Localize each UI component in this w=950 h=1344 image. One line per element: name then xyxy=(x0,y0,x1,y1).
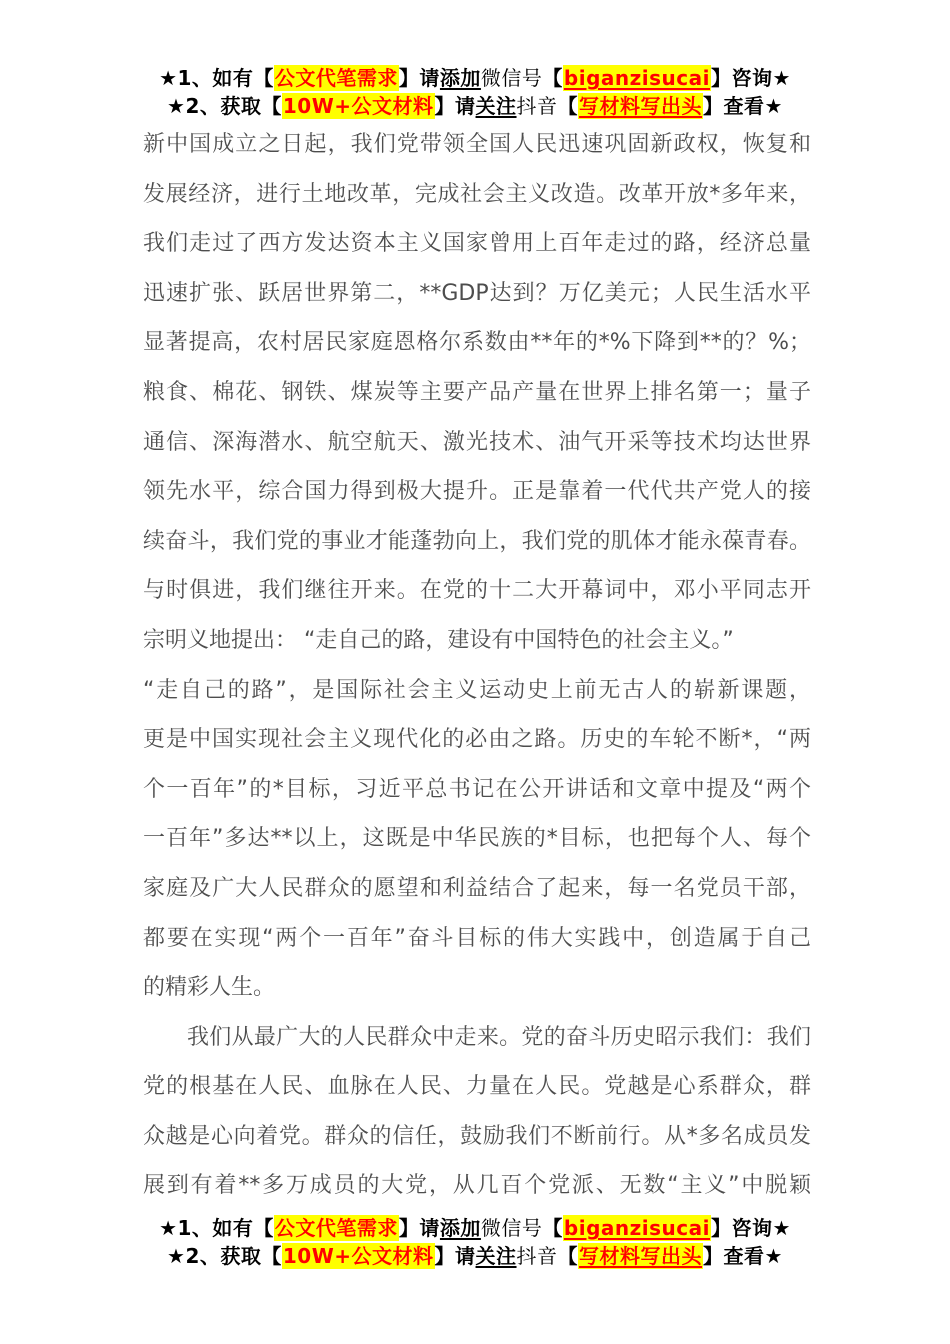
body-text-line-7: 通信、深海潜水、航空航天、激光技术、油气开采等技术均达世界 xyxy=(143,429,811,455)
promo-highlight-text: 10W+公文材料 xyxy=(282,94,434,118)
promo-banner-line-2 xyxy=(0,92,950,120)
promo-banner-line-1 xyxy=(0,64,950,92)
promo-banner-line-2 xyxy=(0,1242,950,1270)
body-text-line-12: “走自己的路”，是国际社会主义运动史上前无古人的崭新课题， xyxy=(143,677,811,703)
promo-text: 微信号 xyxy=(480,1216,543,1240)
promo-highlight-text: 写材料写出头 xyxy=(579,94,703,118)
document-body xyxy=(143,120,811,1211)
promo-underlined-text: 添加 xyxy=(439,1216,481,1240)
body-text-line-1: 新中国成立之日起，我们党带领全国人民迅速巩固新政权，恢复和 xyxy=(143,132,811,157)
promo-text: 】请 xyxy=(434,94,476,118)
promo-highlight-text: 公文代笔需求 xyxy=(274,66,398,90)
body-text-line-6: 粮食、棉花、钢铁、煤炭等主要产品产量在世界上排名第一；量子 xyxy=(143,379,811,405)
promo-text: 】请 xyxy=(398,66,440,90)
promo-text: ★1、如有【 xyxy=(159,66,274,90)
body-text-line-2: 发展经济，进行土地改革，完成社会主义改造。改革开放*多年来， xyxy=(143,181,811,207)
promo-highlight-text: 公文代笔需求 xyxy=(274,1216,398,1240)
promo-highlight-text: biganzisucai xyxy=(563,66,710,90)
body-text-line-8: 领先水平，综合国力得到极大提升。正是靠着一代代共产党人的接 xyxy=(143,479,811,505)
body-text-line-4: 迅速扩张、跃居世界第二，**GDP达到？万亿美元；人民生活水平 xyxy=(143,280,811,306)
promo-text: ★1、如有【 xyxy=(159,1216,274,1240)
promo-text: 【 xyxy=(542,66,563,90)
body-text-line-13: 更是中国实现社会主义现代化的必由之路。历史的车轮不断*，“两 xyxy=(143,727,811,753)
promo-text: ★2、获取【 xyxy=(167,94,282,118)
footer-promo-banner xyxy=(0,1214,950,1270)
promo-text: 】请 xyxy=(434,1244,476,1268)
promo-underlined-text: 添加 xyxy=(439,66,481,90)
promo-banner-line-1 xyxy=(0,1214,950,1242)
promo-text: 】请 xyxy=(398,1216,440,1240)
promo-text: 】查看★ xyxy=(703,94,783,118)
promo-highlight-text: 10W+公文材料 xyxy=(282,1244,434,1268)
promo-text: ★2、获取【 xyxy=(167,1244,282,1268)
body-text-line-11: 宗明义地提出： “走自己的路，建设有中国特色的社会主义。” xyxy=(143,627,734,653)
body-text-line-21: 众越是心向着党。群众的信任，鼓励我们不断前行。从*多名成员发 xyxy=(143,1123,811,1149)
body-text-line-17: 都要在实现“两个一百年”奋斗目标的伟大实践中，创造属于自己 xyxy=(143,925,811,951)
body-text-line-14: 个一百年”的*目标，习近平总书记在公开讲话和文章中提及“两个 xyxy=(143,776,811,802)
body-text-line-16: 家庭及广大人民群众的愿望和利益结合了起来，每一名党员干部， xyxy=(143,875,811,901)
promo-text: 】查看★ xyxy=(703,1244,783,1268)
promo-text: 】咨询★ xyxy=(711,66,791,90)
body-text-line-5: 显著提高，农村居民家庭恩格尔系数由**年的*%下降到**的？%； xyxy=(143,330,811,356)
body-text-line-15: 一百年”多达**以上，这既是中华民族的*目标，也把每个人、每个 xyxy=(143,826,811,852)
body-text-line-19: 我们从最广大的人民群众中走来。党的奋斗历史昭示我们：我们 xyxy=(187,1024,811,1050)
body-text-line-10: 与时俱进，我们继往开来。在党的十二大开幕词中，邓小平同志开 xyxy=(143,578,811,604)
promo-highlight-text: biganzisucai xyxy=(563,1216,710,1240)
promo-text: 】咨询★ xyxy=(711,1216,791,1240)
promo-text: 微信号 xyxy=(480,66,543,90)
body-text-line-9: 续奋斗，我们党的事业才能蓬勃向上，我们党的肌体才能永葆青春。 xyxy=(143,528,811,554)
header-promo-banner xyxy=(0,64,950,120)
body-text-line-18: 的精彩人生。 xyxy=(143,975,276,1001)
promo-text: 抖音 xyxy=(516,1244,558,1268)
promo-underlined-text: 关注 xyxy=(475,94,517,118)
promo-text: 【 xyxy=(557,94,579,118)
promo-underlined-text: 关注 xyxy=(475,1244,517,1268)
promo-text: 抖音 xyxy=(516,94,558,118)
body-text-line-20: 党的根基在人民、血脉在人民、力量在人民。党越是心系群众，群 xyxy=(143,1074,811,1100)
body-text-line-22: 展到有着**多万成员的大党，从几百个党派、无数“主义”中脱颖 xyxy=(143,1173,812,1199)
promo-text: 【 xyxy=(542,1216,563,1240)
body-text-line-3: 我们走过了西方发达资本主义国家曾用上百年走过的路，经济总量 xyxy=(143,231,811,257)
promo-text: 【 xyxy=(557,1244,579,1268)
promo-highlight-text: 写材料写出头 xyxy=(579,1244,703,1268)
